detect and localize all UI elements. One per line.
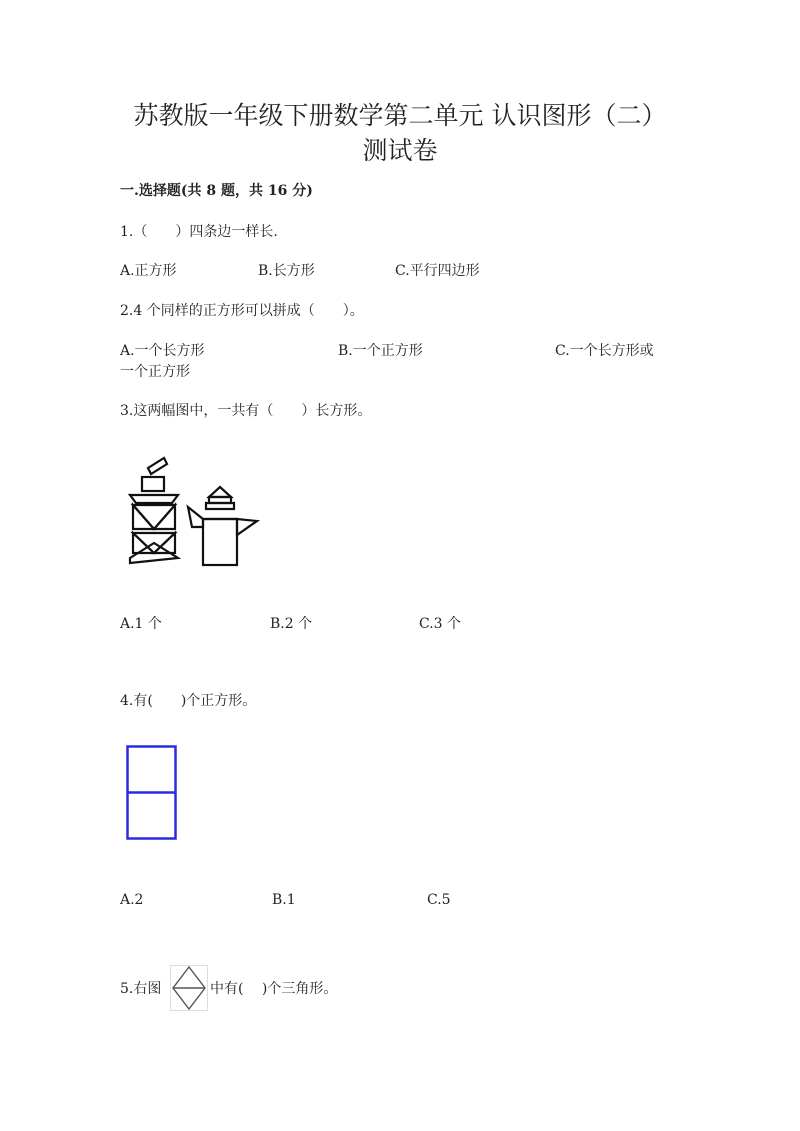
question-3-option-c[interactable]: C.3 个 [419, 616, 462, 632]
page-title: 苏教版一年级下册数学第二单元 认识图形（二） [133, 101, 667, 130]
question-1-option-a[interactable]: A.正方形 [120, 263, 177, 279]
page-subtitle: 测试卷 [362, 136, 438, 165]
question-4-option-b[interactable]: B.1 [272, 892, 296, 908]
question-2-option-b[interactable]: B.一个正方形 [338, 343, 423, 359]
question-5-stem-end: 中有( )个三角形。 [210, 981, 338, 997]
stacked-squares-image [126, 745, 178, 841]
section-heading: 一.选择题(共 8 题，共 16 分) [120, 183, 313, 199]
triangle-shape [154, 505, 175, 529]
body-square-shape [203, 519, 237, 565]
question-4-option-a[interactable]: A.2 [120, 892, 144, 908]
triangle-shape [133, 505, 154, 529]
question-5-stem-start: 5.右图 [120, 981, 162, 997]
question-1-stem: 1.（ ）四条边一样长. [120, 224, 278, 240]
small-rectangle-shape [142, 477, 164, 491]
question-1-option-b[interactable]: B.长方形 [258, 263, 315, 279]
diamond-figure-image [170, 965, 208, 1011]
trapezoid-shape [130, 495, 178, 503]
question-3-stem: 3.这两幅图中，一共有（ ）长方形。 [120, 403, 372, 419]
question-1-option-c[interactable]: C.平行四边形 [395, 263, 480, 279]
spout-shape [188, 507, 203, 527]
tangram-figures-image [120, 455, 270, 575]
question-3-option-b[interactable]: B.2 个 [270, 616, 313, 632]
question-2-option-a[interactable]: A.一个长方形 [120, 343, 205, 359]
triangle-shape [133, 505, 175, 529]
roof-triangle-shape [209, 487, 231, 497]
question-3-option-a[interactable]: A.1 个 [120, 616, 162, 632]
question-4-stem: 4.有( )个正方形。 [120, 693, 257, 709]
rectangle-shape [206, 503, 234, 509]
question-2-option-c[interactable]: C.一个长方形或 [555, 343, 654, 359]
question-2-option-c-continued: 一个正方形 [120, 364, 190, 380]
tilted-square-shape [148, 458, 167, 474]
question-4-option-c[interactable]: C.5 [427, 892, 451, 908]
handle-triangle-shape [237, 519, 257, 535]
question-2-stem: 2.4 个同样的正方形可以拼成（ ）。 [120, 303, 364, 319]
